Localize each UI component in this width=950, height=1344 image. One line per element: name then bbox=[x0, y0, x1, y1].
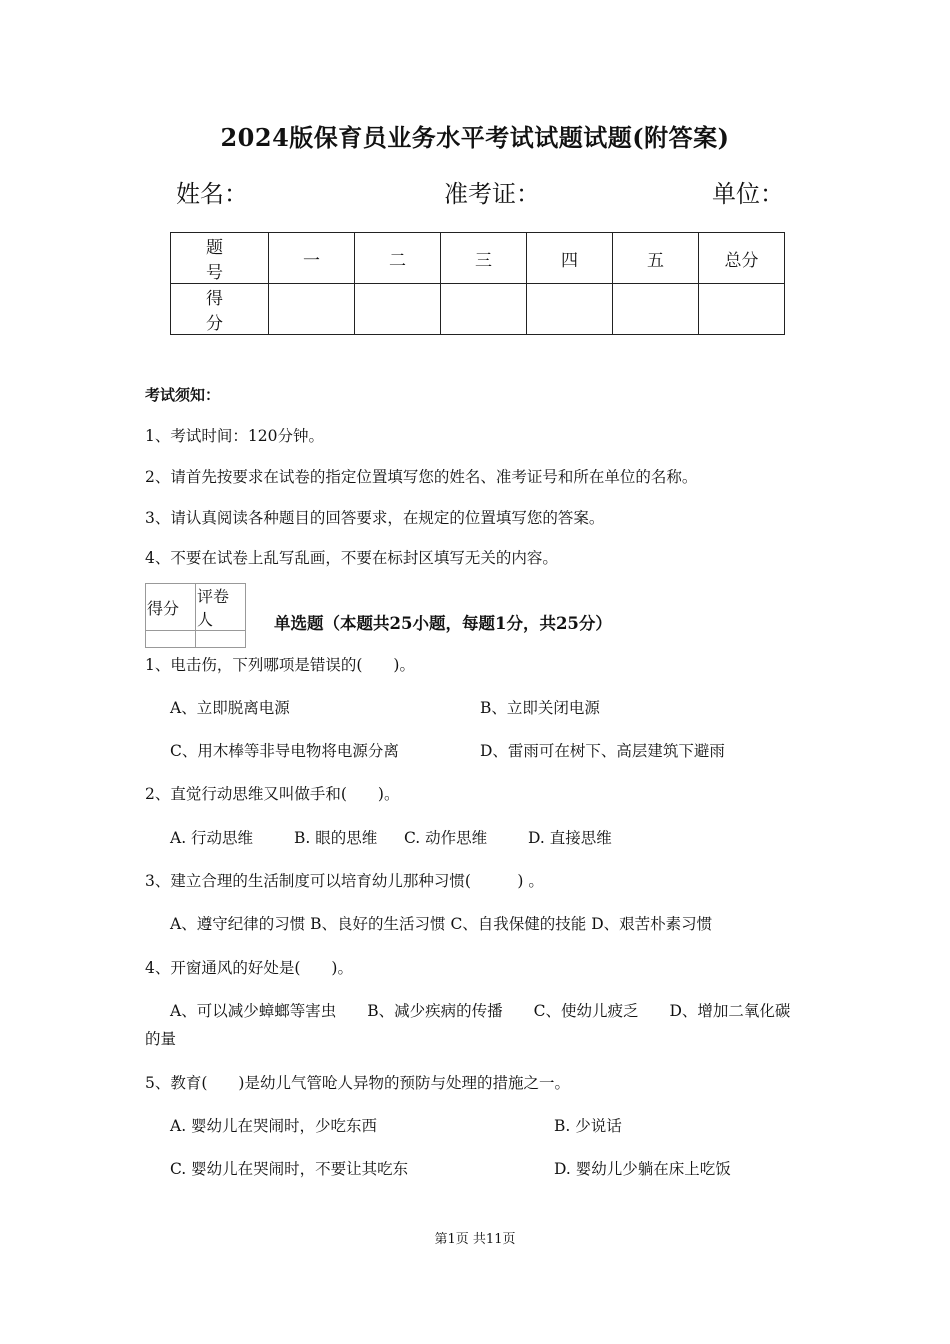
notice-item: 2、请首先按要求在试卷的指定位置填写您的姓名、准考证号和所在单位的名称。 bbox=[145, 468, 698, 486]
question-stem: 5、教育( )是幼儿气管呛人异物的预防与处理的措施之一。 bbox=[145, 1074, 570, 1092]
options-line: A、可以减少蟑螂等害虫 B、减少疾病的传播 C、使幼儿疲乏 D、增加二氧化碳 bbox=[170, 1002, 791, 1020]
option-a: A. 婴幼儿在哭闹时，少吃东西 bbox=[170, 1117, 378, 1135]
score-cell bbox=[613, 284, 699, 335]
question-stem: 2、直觉行动思维又叫做手和( )。 bbox=[145, 785, 400, 803]
question-stem: 4、开窗通风的好处是( )。 bbox=[145, 959, 353, 977]
score-cell bbox=[441, 284, 527, 335]
option-d: D、雷雨可在树下、高层建筑下避雨 bbox=[480, 742, 725, 760]
option-a: A. 行动思维 bbox=[170, 829, 254, 847]
score-table bbox=[170, 232, 785, 335]
option-b: B、立即关闭电源 bbox=[480, 699, 600, 717]
name-label: 姓名： bbox=[176, 180, 248, 208]
grader-reviewer-cell bbox=[196, 631, 246, 648]
score-cell bbox=[699, 284, 785, 335]
score-cell bbox=[527, 284, 613, 335]
header-cell: 五 bbox=[613, 233, 699, 284]
exam-number-label: 准考证： bbox=[444, 180, 540, 208]
total-header-cell: 总分 bbox=[699, 233, 785, 284]
option-a: A、立即脱离电源 bbox=[170, 699, 290, 717]
notice-title: 考试须知： bbox=[145, 386, 221, 404]
options-line-continued: 的量 bbox=[145, 1030, 177, 1048]
option-d: D. 直接思维 bbox=[528, 829, 612, 847]
header-cell: 三 bbox=[441, 233, 527, 284]
option-b: B. 少说话 bbox=[554, 1117, 622, 1135]
score-row-label: 得 分 bbox=[171, 284, 269, 335]
header-cell: 四 bbox=[527, 233, 613, 284]
grader-score-label: 得分 bbox=[146, 584, 196, 631]
page-footer: 第1页 共11页 bbox=[434, 1232, 516, 1247]
option-c: C、用木棒等非导电物将电源分离 bbox=[170, 742, 399, 760]
option-c: C. 动作思维 bbox=[404, 829, 488, 847]
option-d: D. 婴幼儿少躺在床上吃饭 bbox=[554, 1160, 731, 1178]
notice-item: 4、不要在试卷上乱写乱画，不要在标封区填写无关的内容。 bbox=[145, 549, 558, 567]
page-title: 2024版保育员业务水平考试试题试题(附答案) bbox=[220, 123, 730, 152]
grader-score-cell bbox=[146, 631, 196, 648]
unit-label: 单位： bbox=[712, 180, 784, 208]
option-c: C. 婴幼儿在哭闹时，不要让其吃东 bbox=[170, 1160, 409, 1178]
notice-item: 3、请认真阅读各种题目的回答要求，在规定的位置填写您的答案。 bbox=[145, 509, 605, 527]
options-line: A、遵守纪律的习惯 B、良好的生活习惯 C、自我保健的技能 D、艰苦朴素习惯 bbox=[170, 915, 713, 933]
question-stem: 1、电击伤，下列哪项是错误的( )。 bbox=[145, 656, 415, 674]
option-b: B. 眼的思维 bbox=[294, 829, 378, 847]
grader-reviewer-label: 评卷人 bbox=[196, 584, 246, 631]
question-number-header: 题 号 bbox=[171, 233, 269, 284]
header-cell: 二 bbox=[355, 233, 441, 284]
question-stem: 3、建立合理的生活制度可以培育幼儿那种习惯( ) 。 bbox=[145, 872, 544, 890]
section-title: 单选题（本题共25小题，每题1分，共25分） bbox=[274, 614, 612, 633]
grader-box bbox=[145, 583, 246, 648]
notice-item: 1、考试时间：120分钟。 bbox=[145, 427, 324, 445]
score-cell bbox=[355, 284, 441, 335]
header-cell: 一 bbox=[269, 233, 355, 284]
